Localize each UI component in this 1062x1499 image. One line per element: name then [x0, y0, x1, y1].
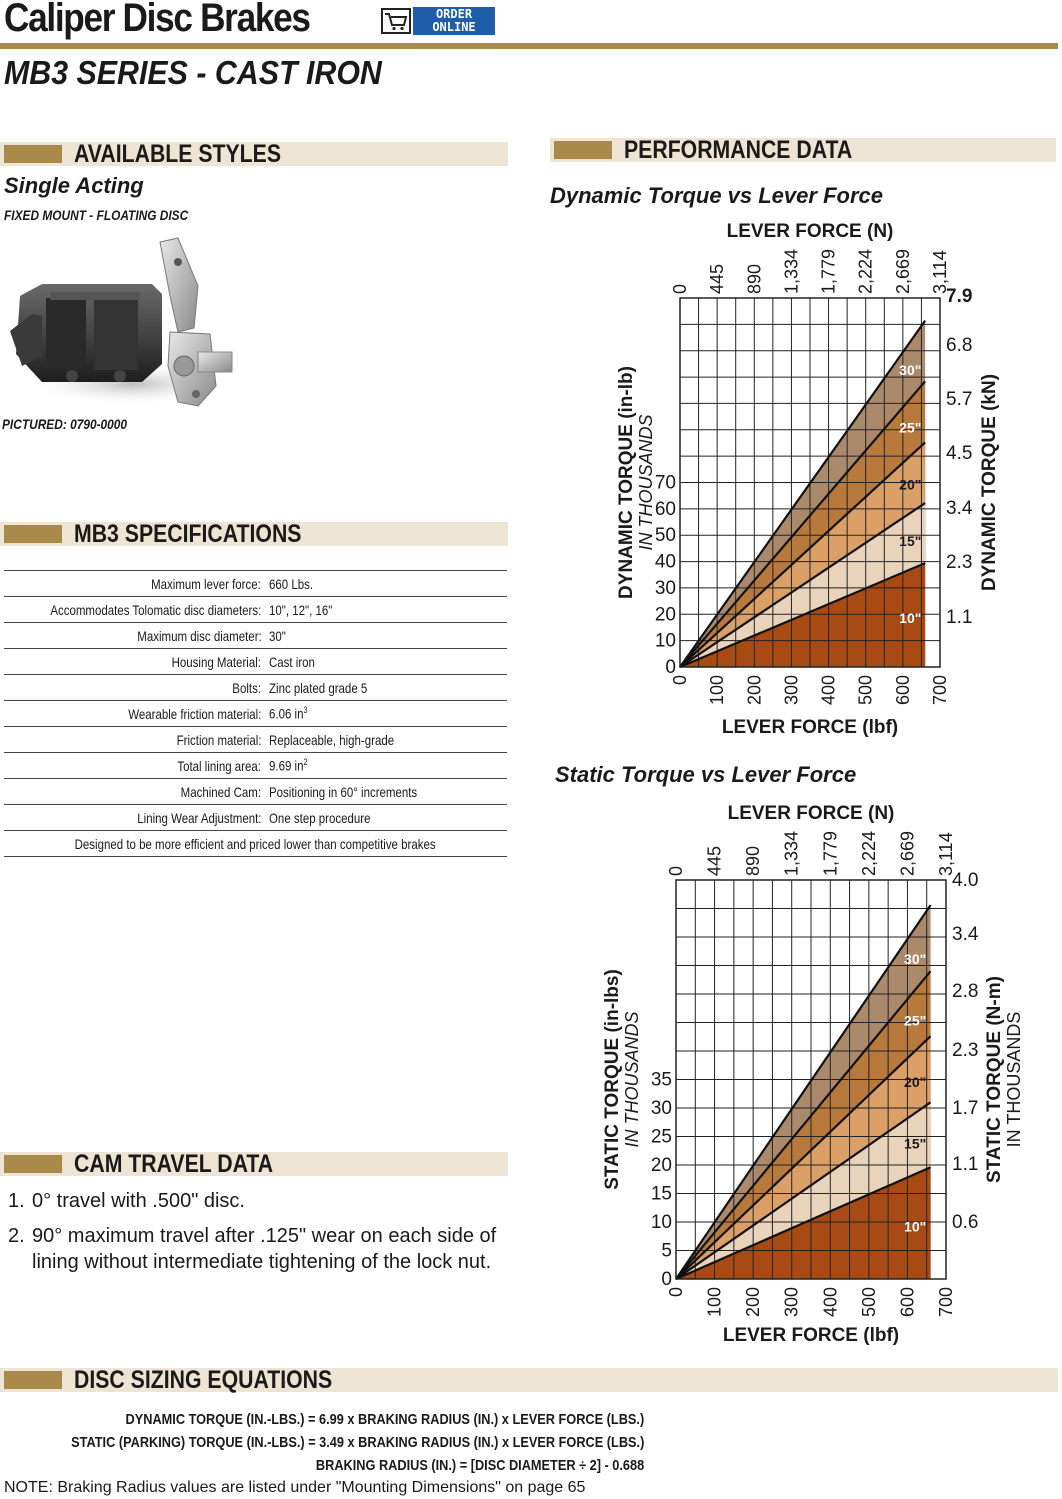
series-label-1: 15"	[904, 1135, 927, 1152]
x-tick-label: 200	[744, 675, 765, 706]
y2-tick-label: 6.8	[946, 335, 973, 356]
y2-axis-subtitle: IN THOUSANDS	[1004, 1011, 1024, 1148]
y-tick-label: 10	[650, 1212, 672, 1233]
spec-value-cell	[269, 623, 507, 649]
static-torque-equation: STATIC (PARKING) TORQUE (IN.-LBS.) = 3.49 x BRAKING RADIUS (IN.) x LEVER FORCE (LBS.)	[70, 1434, 644, 1451]
cam-travel-header	[0, 1149, 508, 1178]
spec-label: Machined Cam:	[180, 783, 262, 800]
static-chart-title: Static Torque vs Lever Force	[555, 762, 857, 787]
static-torque-chart	[596, 795, 1036, 1355]
spec-value	[269, 628, 286, 644]
spec-value-superscript: 3	[303, 705, 308, 716]
spec-value-cell	[269, 753, 507, 779]
y-tick-label: 40	[654, 551, 676, 573]
y2-axis-title: DYNAMIC TORQUE (kN)	[979, 373, 1000, 592]
y-tick-label: 30	[650, 1098, 672, 1119]
series-label-4: 30"	[899, 362, 922, 379]
x2-axis-title: LEVER FORCE (N)	[726, 221, 894, 242]
spec-value-cell	[269, 805, 507, 831]
spec-value-text: 9.69 in	[269, 757, 304, 774]
spec-value-text: Positioning in 60° increments	[269, 783, 418, 800]
spec-label-cell	[4, 779, 269, 805]
spec-row	[4, 675, 507, 701]
spec-value-text: Zinc plated grade 5	[269, 679, 368, 696]
spec-label-cell	[4, 805, 269, 831]
spec-value-text: 660 Lbs.	[269, 575, 314, 592]
x2-tick-label: 1,779	[818, 248, 839, 294]
spec-value-cell	[269, 779, 507, 805]
section-heading: MB3 SPECIFICATIONS	[74, 519, 302, 548]
x-tick-label: 200	[743, 1287, 764, 1318]
x-tick-label: 300	[781, 675, 802, 706]
x-tick-label: 0	[666, 1287, 686, 1298]
caliper-brake-photo	[2, 236, 242, 411]
cart-icon	[381, 8, 411, 34]
spec-label-cell	[4, 649, 269, 675]
x2-tick-label: 2,669	[892, 248, 913, 294]
x2-tick-label: 1,334	[781, 830, 802, 876]
section-swatch	[4, 525, 62, 543]
spec-row	[4, 597, 507, 623]
series-label-3: 25"	[899, 419, 922, 436]
y-tick-label: 50	[654, 525, 676, 547]
x-tick-label: 100	[707, 675, 728, 706]
x2-tick-label: 2,224	[855, 248, 876, 294]
dynamic-chart-title: Dynamic Torque vs Lever Force	[550, 183, 883, 208]
y-tick-label: 30	[654, 577, 676, 599]
spec-row	[4, 623, 507, 649]
series-label-3: 25"	[904, 1012, 927, 1029]
list-text: 90° maximum travel after .125" wear on each side of lining without intermediate tightening of the lock nut.	[32, 1225, 497, 1273]
x2-tick-label: 445	[704, 845, 725, 876]
spec-label: Total lining area:	[177, 757, 262, 774]
y-axis-subtitle: IN THOUSANDS	[636, 414, 656, 551]
section-swatch	[4, 1155, 62, 1173]
spec-label: Housing Material:	[171, 653, 262, 670]
section-swatch	[4, 145, 62, 163]
x2-tick-label: 0	[670, 283, 690, 294]
y-tick-label: 0	[661, 1269, 672, 1290]
y2-tick-label: 0.6	[952, 1212, 979, 1233]
available-styles-header	[0, 139, 508, 168]
order-label-line1: ORDER	[435, 7, 473, 21]
series-label-0: 10"	[904, 1218, 927, 1235]
spec-label-cell	[4, 753, 269, 779]
x2-tick-label: 445	[707, 263, 728, 294]
series-label-2: 20"	[904, 1073, 927, 1090]
spec-label: Friction material:	[176, 731, 262, 748]
y2-tick-label: 4.0	[952, 870, 979, 891]
cam-travel-list	[8, 1188, 508, 1284]
y2-tick-label: 5.7	[946, 389, 973, 410]
x2-tick-label: 2,224	[858, 830, 879, 876]
x2-tick-label: 0	[666, 865, 686, 876]
spec-label: Wearable friction material:	[128, 705, 262, 722]
pictured-caption: PICTURED: 0790-0000	[2, 416, 128, 432]
y2-tick-label: 1.7	[952, 1098, 979, 1119]
series-label-4: 30"	[904, 950, 927, 967]
spec-footnote-cell	[4, 831, 507, 857]
x2-tick-label: 1,334	[781, 248, 802, 294]
spec-value-cell	[269, 649, 507, 675]
y-tick-label: 5	[661, 1240, 672, 1262]
list-number: 2.	[8, 1225, 25, 1247]
spec-row	[4, 701, 507, 727]
y2-tick-label: 2.3	[946, 552, 973, 573]
y2-tick-label: 1.1	[952, 1154, 979, 1175]
y-tick-label: 70	[654, 472, 676, 494]
order-online-button[interactable]	[381, 6, 495, 36]
spec-value	[269, 810, 370, 826]
spec-footnote-row	[4, 831, 507, 857]
y2-tick-label: 2.3	[952, 1040, 979, 1061]
y2-axis-title: STATIC TORQUE (N-m)	[984, 976, 1005, 1183]
spec-value-text: 30"	[269, 627, 287, 644]
spec-label: Maximum lever force:	[151, 575, 262, 592]
spec-value-cell	[269, 571, 507, 597]
y-tick-label: 20	[654, 604, 676, 626]
spec-label-cell	[4, 701, 269, 727]
y2-tick-label: 1.1	[946, 607, 973, 628]
spec-value-cell	[269, 727, 507, 753]
y-axis-title: STATIC TORQUE (in-lbs)	[602, 969, 623, 1190]
list-number: 1.	[8, 1190, 25, 1212]
y2-tick-label: 3.4	[952, 924, 979, 945]
spec-row	[4, 753, 507, 779]
section-heading: DISC SIZING EQUATIONS	[74, 1365, 333, 1394]
y-tick-label: 20	[650, 1155, 672, 1176]
spec-value	[269, 732, 394, 748]
spec-label-cell	[4, 571, 269, 597]
page-subtitle: MB3 SERIES - CAST IRON	[4, 54, 382, 91]
spec-row	[4, 649, 507, 675]
performance-header	[550, 135, 1056, 164]
spec-value-text: Replaceable, high-grade	[269, 731, 395, 748]
x-tick-label: 400	[818, 675, 839, 706]
y2-tick-label: 2.8	[952, 981, 979, 1002]
x-axis-title: LEVER FORCE (lbf)	[721, 717, 899, 738]
spec-label: Bolts:	[232, 679, 262, 696]
x-axis-title: LEVER FORCE (lbf)	[722, 1325, 900, 1346]
x2-axis-title: LEVER FORCE (N)	[727, 803, 895, 824]
spec-row	[4, 779, 507, 805]
y-tick-label: 0	[665, 657, 676, 678]
spec-value	[269, 757, 308, 774]
dynamic-torque-equation: DYNAMIC TORQUE (IN.-LBS.) = 6.99 x BRAKING RADIUS (IN.) x LEVER FORCE (LBS.)	[125, 1411, 644, 1428]
order-label-line2: ONLINE	[432, 20, 476, 34]
x-tick-label: 0	[670, 675, 690, 686]
x2-tick-label: 3,114	[936, 832, 956, 876]
braking-radius-equation: BRAKING RADIUS (IN.) = [DISC DIAMETER ÷ 2] - 0.688	[315, 1457, 644, 1474]
spec-label: Accommodates Tolomatic disc diameters:	[50, 601, 262, 618]
y-tick-label: 25	[650, 1126, 672, 1148]
spec-value-text: 10", 12", 16"	[269, 601, 333, 618]
y-tick-label: 60	[654, 498, 676, 520]
spec-value-text: One step procedure	[269, 809, 371, 826]
spec-label-cell	[4, 675, 269, 701]
y-tick-label: 15	[650, 1183, 672, 1205]
section-heading: AVAILABLE STYLES	[74, 139, 282, 168]
spec-row	[4, 727, 507, 753]
spec-value	[269, 705, 308, 722]
spec-label-cell	[4, 623, 269, 649]
x2-tick-label: 890	[744, 263, 765, 294]
list-text: 0° travel with .500" disc.	[32, 1190, 245, 1212]
spec-row	[4, 571, 507, 597]
spec-row	[4, 805, 507, 831]
y-axis-subtitle: IN THOUSANDS	[622, 1011, 642, 1148]
section-heading: PERFORMANCE DATA	[624, 135, 853, 164]
x-tick-label: 300	[781, 1287, 802, 1318]
x2-tick-label: 1,779	[820, 830, 841, 876]
section-swatch	[4, 1371, 62, 1389]
spec-label: Lining Wear Adjustment:	[137, 809, 262, 826]
x2-tick-label: 2,669	[897, 830, 918, 876]
x2-tick-label: 890	[743, 845, 764, 876]
list-item	[8, 1188, 508, 1214]
spec-label: Maximum disc diameter:	[136, 627, 262, 644]
spec-value	[269, 576, 313, 592]
spec-label-cell	[4, 597, 269, 623]
page-title: Caliper Disc Brakes	[4, 0, 310, 40]
order-online-label	[413, 7, 495, 35]
y2-tick-label: 7.9	[946, 286, 973, 307]
y-tick-label: 35	[650, 1069, 672, 1091]
spec-value-text: 6.06 in	[269, 705, 304, 722]
spec-value-cell	[269, 597, 507, 623]
x-tick-label: 500	[858, 1287, 879, 1318]
braking-radius-note: NOTE: Braking Radius values are listed under "Mounting Dimensions" on page 65	[4, 1479, 586, 1496]
x2-tick-label: 3,114	[930, 250, 950, 294]
y-axis-title: DYNAMIC TORQUE (in-lb)	[616, 366, 637, 599]
y2-tick-label: 4.5	[946, 443, 973, 464]
x-tick-label: 100	[704, 1287, 725, 1318]
dynamic-torque-chart	[600, 215, 1020, 745]
spec-value	[269, 654, 315, 670]
spec-value	[269, 784, 417, 800]
y-tick-label: 10	[654, 630, 676, 652]
specifications-header	[0, 519, 508, 548]
x-tick-label: 400	[820, 1287, 841, 1318]
x-tick-label: 600	[892, 675, 913, 706]
series-label-2: 20"	[899, 476, 922, 493]
x-tick-label: 700	[930, 675, 950, 706]
spec-label-cell	[4, 727, 269, 753]
spec-value	[269, 680, 367, 696]
spec-value-cell	[269, 701, 507, 727]
spec-footnote: Designed to be more efficient and priced lower than competitive brakes	[75, 835, 436, 852]
spec-value-superscript: 2	[303, 757, 308, 768]
series-label-0: 10"	[899, 610, 922, 627]
mount-type: FIXED MOUNT - FLOATING DISC	[4, 207, 189, 223]
specifications-table	[4, 570, 507, 857]
series-label-1: 15"	[899, 533, 922, 550]
spec-value-cell	[269, 675, 507, 701]
header-rule	[0, 43, 1058, 49]
spec-value-text: Cast iron	[269, 653, 316, 670]
section-heading: CAM TRAVEL DATA	[74, 1149, 274, 1178]
x-tick-label: 600	[897, 1287, 918, 1318]
x-tick-label: 700	[936, 1287, 956, 1318]
style-name: Single Acting	[4, 173, 144, 198]
x-tick-label: 500	[855, 675, 876, 706]
spec-value	[269, 602, 332, 618]
list-item	[8, 1223, 508, 1275]
disc-sizing-header	[0, 1365, 1058, 1394]
section-swatch	[554, 141, 612, 159]
y2-tick-label: 3.4	[946, 498, 973, 519]
